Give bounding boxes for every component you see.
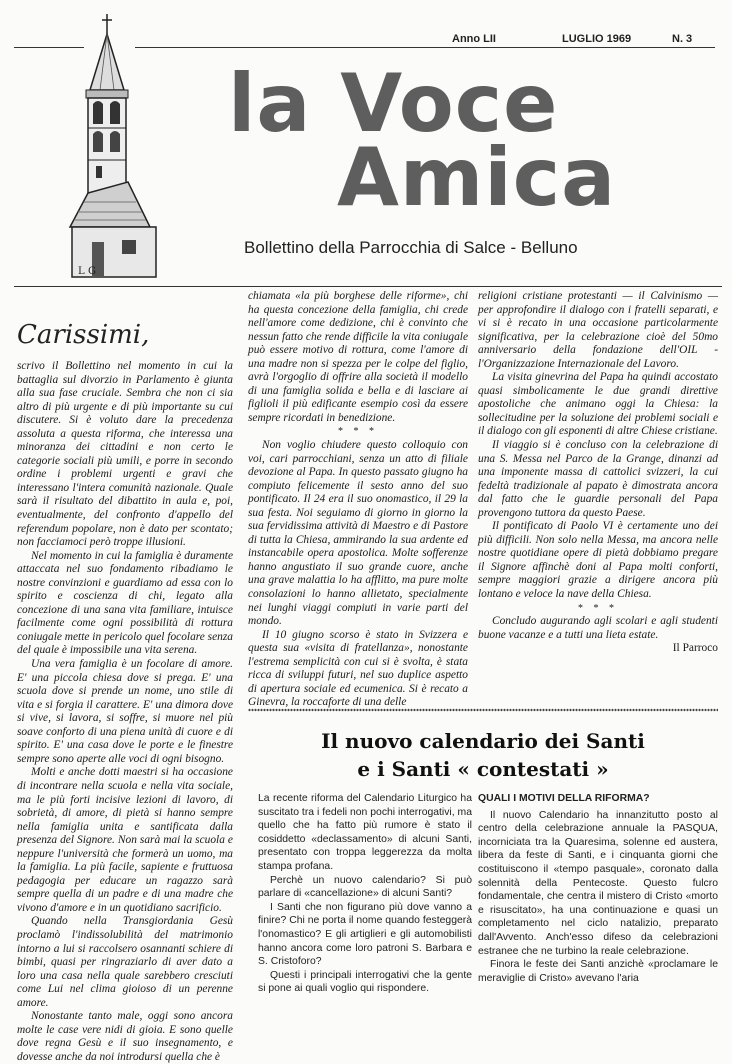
article-paragraph: La recente riforma del Calendario Liturgico ha suscitato tra i fedeli non pochi interrogativi, ma quello che ha fatto più rumore è stato il cosiddetto «declassamento» di alcuni Santi, presentato con troppa leggerezza da molta stampa profana. (258, 793, 472, 872)
bell-tower-illustration (60, 12, 180, 282)
article-paragraph: Perchè un nuovo calendario? Si può parlare di «cancellazione» di alcuni Santi? (258, 874, 472, 900)
article-paragraph: Il nuovo Calendario ha innanzitutto posto al centro della celebrazione annuale la PASQUA, incorniciata tra la Quaresima, solenne ed austera, libera da feste di Santi, e i cinquanta giorni che costituiscono il «tempo pasquale», coronato dalla solennità della Pentecoste. Questo fulcro fondamentale, che centra il mistero di Cristo «morto e risuscitato», ha una continuazione e quasi un completamento nel ciclo natalizio, preparato dall'Avvento. Anch'esso difeso da celebrazioni estranee che ne turbino la reale celebrazione. (478, 809, 718, 957)
letter-paragraph: scrivo il Bollettino nel momento in cui la battaglia sul divorzio in Parlamento è giunta alla sua fase cruciale. Sembra che non ci sia altro di più urgente e di più importante su cui discutere. Si è voluto dare la precedenza assoluta a questa riforma, che interessa una minoranza dei cittadini e non certo le categorie sociali più umili, e porre in secondo ordine i problemi urgenti e gravi che interessano l'intera comunità nazionale. Quale sarà il risultato del dibattito in aula e, poi, eventualmente, del confronto d'appello del referendum popolare, non è dato per scontato; non facciamoci però troppe illusioni. (17, 360, 233, 549)
masthead-rule (14, 286, 722, 287)
masthead-title-line2: Amica (337, 131, 617, 224)
letter-paragraph: Il viaggio si è concluso con la celebrazione di una S. Messa nel Parco de la Grange, dinanzi ad una imponente massa di cattolici svizzeri, la cui fedeltà tradizionale al papato è dimostrata ancora dal fatto che le guardie personali del Papa provengono tuttora da questo Paese. (478, 439, 718, 519)
article-column-left (258, 792, 472, 1002)
article-title-line1: Il nuovo calendario dei Santi (321, 729, 645, 753)
masthead-subtitle: Bollettino della Parrocchia di Salce - Belluno (244, 238, 578, 257)
masthead-title-line1: la Voce (228, 57, 559, 150)
section-separator-stars: * * * (578, 602, 618, 614)
letter-paragraph: religioni cristiane protestanti — il Calvinismo — per approfondire il dialogo con i fratelli separati, e vi si è recato in una occasione particolarmente significativa, per la celebrazione cioè del 50mo anniversario della fondazione dell'OIL - l'Organizzazione Internazionale del Lavoro. (478, 290, 718, 370)
letter-paragraph: Il pontificato di Paolo VI è certamente uno dei più difficili. Non solo nella Messa, ma ancora nelle nostre quotidiane opere di pietà dobbiamo pregare il Signore affinchè doni al Papa molti conforti, sempre maggiori grazie a dirigere ancora più lontano e veloce la nave della Chiesa. (478, 520, 718, 601)
dotted-separator (248, 708, 718, 712)
header-rule-right (135, 47, 715, 48)
article-paragraph: I Santi che non figurano più dove vanno a finire? Chi ne porta il nome quando festeggerà l'onomastico? E gli artiglieri e gli automobilisti hanno ancora come loro patroni S. Barbara e S. Cristoforo? (258, 901, 472, 968)
svg-text:G: G (88, 266, 96, 277)
article-paragraph: Finora le feste dei Santi anzichè «proclamare le meraviglie di Cristo» avevano l'aria (478, 959, 718, 984)
article-paragraph: Questi i principali interrogativi che la gente si pone ai quali voglio qui rispondere. (258, 969, 472, 995)
letter-paragraph: Molti e anche dotti maestri si ha occasione di incontrare nella scuola e nella vita sociale, ma le più forti incisive lezioni di lavoro, di sobrietà, di amore, di pietà si hanno sempre nella famiglia unita e santificata dalla presenza del Signore. Non sarà mai la scuola e neppure l'università che formerà un uomo, ma la famiglia. La più facile, sapiente e fruttuosa pedagogia per educare un ragazzo sarà sempre quella di un padre e di una madre che vivono d'amore e in un quotidiano sacrificio. (17, 766, 233, 914)
issue-date: LUGLIO 1969 (562, 33, 632, 45)
article-column-right (478, 792, 718, 1002)
article-title-line2: e i Santi « contestati » (357, 757, 609, 781)
article-subheading: QUALI I MOTIVI DELLA RIFORMA? (478, 793, 650, 804)
letter-paragraph: chiamata «la più borghese delle riforme», chi ha questa concezione della famiglia, chi crede nell'amore come dedizione, chi è convinto che nessun fatto che rende difficile la vita coniugale può essere motivo di rottura, come l'amore di una madre non si spezza per le colpe del figlio, avrà l'orgoglio di offrire alla società il modello di una famiglia solida e bella e di lasciare ai figlioli il più edificante esempio così da essere sempre ricordati in benedizione. (248, 290, 468, 424)
letter-paragraph: Una vera famiglia è un focolare di amore. E' una piccola chiesa dove si prega. E' una scuola dove si prende un nome, uno stile di vita e si forgia il carattere. E' una dimora dove si vive, si lavora, si soffre, si muore nel più soave conforto di una piena unità di cuore e di spirito. E' una casa dove le porte e le finestre sempre sono aperte alle voci di ogni bisogno. (17, 658, 233, 765)
issue-year: Anno LII (452, 33, 496, 45)
letter-paragraph: Il 10 giugno scorso è stato in Svizzera e questa sua «visita di fratellanza», nonostante l'estrema semplicità con cui si è svolta, è stata ricca di sviluppi futuri, nel suo duplice aspetto di apertura sociale ed ecumenica. Si è recato a Ginevra, la roccaforte di una delle (248, 628, 468, 709)
letter-paragraph: Non voglio chiudere questo colloquio con voi, cari parrocchiani, senza un atto di filiale devozione al Papa. In questo passato giugno ha compiuto felicemente il sesto anno del suo pontificato. Il 24 era il suo onomastico, il 29 la sua festa. Noi seguiamo di giorno in giorno la sua fervidissima attività di Maestro e di Pastore di tutta la Chiesa, ammirando la sua ardente ed instancabile opera apostolica. Molte sofferenze hanno angustiato il suo grande cuore, anche una grave malattia lo ha afflitto, ma pure molte consolazioni lo hanno allietato, specialmente nei lunghi viaggi compiuti in varie parti del mondo. (248, 439, 468, 628)
letter-column-2 (248, 290, 468, 709)
svg-text:L: L (78, 266, 85, 277)
letter-closing: Concludo augurando agli scolari e agli studenti buone vacanze e a tutti una lieta estate. (478, 615, 718, 641)
letter-paragraph: Quando nella Transgiordania Gesù proclamò l'indissolubilità del matrimonio intorno a lui si raccolsero osannanti schiere di bimbi, quasi per ringraziarlo di aver dato a loro una casa nella quale sarebbero cresciuti come Lui nel clima gioioso di un perenne amore. (17, 915, 233, 1009)
letter-column-3 (478, 290, 718, 694)
letter-paragraph: Nel momento in cui la famiglia è duramente attaccata nel suo fondamento ribadiamo le nostre convinzioni e guardiamo ad essa con lo spirito e coscienza di chi, legato alla concezione di una sana vita familiare, intuisce facilmente come ogni possibilità di rottura coniugale mette in pericolo quel focolare senza del quale è impossibile una vita serena. (17, 549, 233, 657)
letter-greeting: Carissimi, (17, 320, 150, 350)
issue-number: N. 3 (672, 33, 693, 45)
letter-signature: Il Parroco (672, 642, 718, 655)
letter-column-1 (17, 360, 233, 1063)
section-separator-stars: * * * (338, 426, 378, 438)
letter-paragraph: La visita ginevrina del Papa ha quindi accostato quasi simbolicamente le due grandi direttive apostoliche che animano oggi la Chiesa: la sollecitudine per la soluzione dei problemi sociali e il dialogo con gli esponenti di altre Chiese cristiane. (478, 371, 718, 438)
letter-paragraph: Nonostante tanto male, oggi sono ancora molte le case vere nidi di gioia. E sono quelle dove regna Gesù e il suo insegnamento, e dovesse anche da noi introdursi quella che è (17, 1010, 233, 1063)
